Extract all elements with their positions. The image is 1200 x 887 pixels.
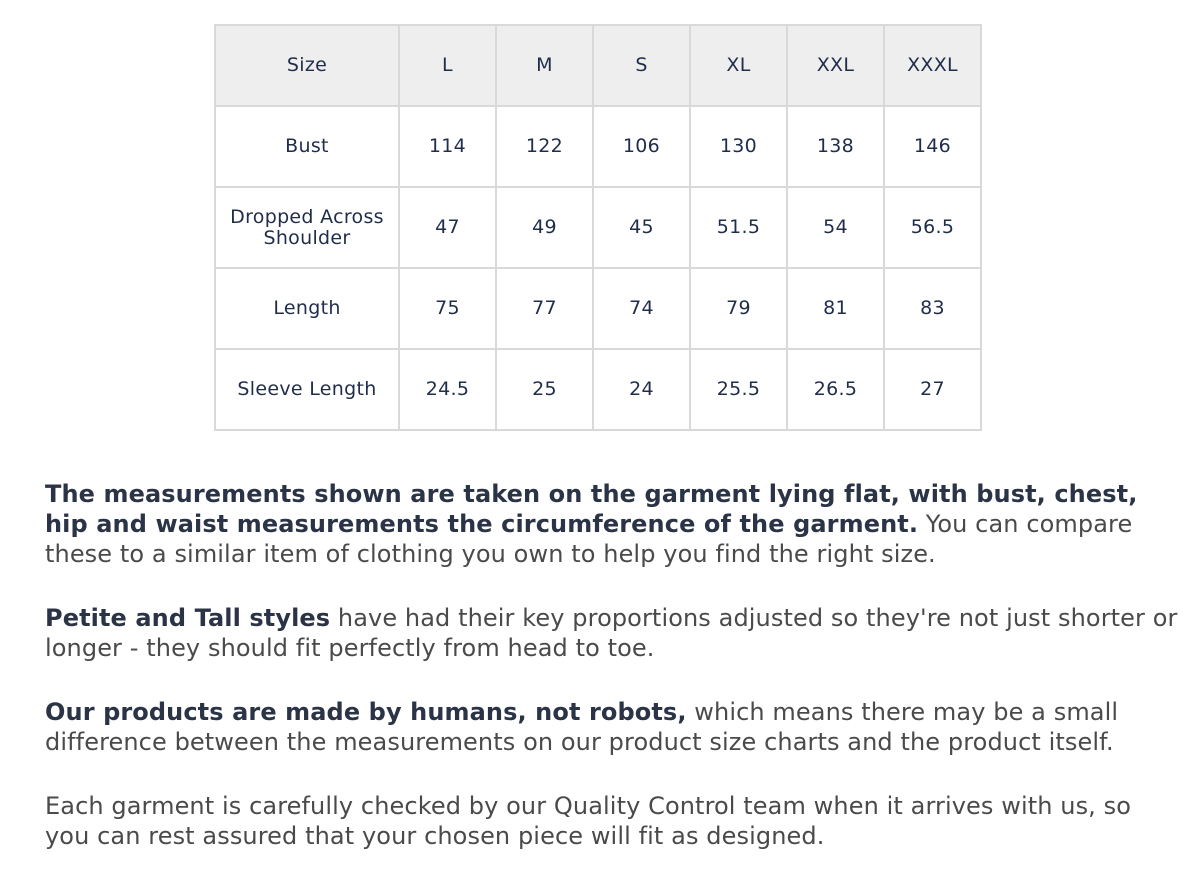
measurement-value: 24	[593, 349, 690, 430]
size-column-header: XXXL	[884, 25, 981, 106]
note-text: which means there may be a small difference between the measurements on our product size charts and the product itself.	[45, 698, 1119, 756]
measurement-value: 83	[884, 268, 981, 349]
table-row	[215, 106, 981, 187]
measurement-value: 122	[496, 106, 593, 187]
table-row	[215, 349, 981, 430]
size-guide-notes	[45, 479, 1180, 885]
measurement-label: Dropped Across Shoulder	[215, 187, 399, 268]
measurement-value: 24.5	[399, 349, 496, 430]
measurement-label: Sleeve Length	[215, 349, 399, 430]
measurement-value: 56.5	[884, 187, 981, 268]
measurement-value: 74	[593, 268, 690, 349]
measurement-value: 51.5	[690, 187, 787, 268]
note-emphasis: Our products are made by humans, not robots,	[45, 698, 687, 726]
measurement-value: 146	[884, 106, 981, 187]
note-emphasis: The measurements shown are taken on the garment lying flat, with bust, chest, hip and waist measurements the circumference of the garment.	[45, 480, 1138, 538]
measurement-note-paragraph	[45, 479, 1180, 569]
handmade-note-paragraph	[45, 697, 1180, 757]
table-row	[215, 187, 981, 268]
note-text: You can compare these to a similar item of clothing you own to help you find the right size.	[45, 510, 1133, 568]
measurement-value: 27	[884, 349, 981, 430]
measurement-value: 26.5	[787, 349, 884, 430]
measurement-label: Length	[215, 268, 399, 349]
table-row	[215, 268, 981, 349]
measurement-value: 130	[690, 106, 787, 187]
petite-tall-note-paragraph	[45, 603, 1180, 663]
measurement-value: 77	[496, 268, 593, 349]
note-text: Each garment is carefully checked by our Quality Control team when it arrives with us, so you can rest assured that your chosen piece will fit as designed.	[45, 792, 1132, 850]
measurement-value: 75	[399, 268, 496, 349]
note-text: have had their key proportions adjusted so they're not just shorter or longer - they should fit perfectly from head to toe.	[45, 604, 1178, 662]
size-column-header: XXL	[787, 25, 884, 106]
size-chart-table	[214, 24, 982, 431]
note-emphasis: Petite and Tall styles	[45, 604, 331, 632]
measurement-value: 114	[399, 106, 496, 187]
size-header-label: Size	[215, 25, 399, 106]
measurement-value: 25	[496, 349, 593, 430]
measurement-value: 106	[593, 106, 690, 187]
size-column-header: S	[593, 25, 690, 106]
measurement-label: Bust	[215, 106, 399, 187]
measurement-value: 49	[496, 187, 593, 268]
size-header-row	[215, 25, 981, 106]
measurement-value: 81	[787, 268, 884, 349]
size-column-header: L	[399, 25, 496, 106]
measurement-value: 25.5	[690, 349, 787, 430]
measurement-value: 79	[690, 268, 787, 349]
size-column-header: M	[496, 25, 593, 106]
measurement-value: 54	[787, 187, 884, 268]
size-column-header: XL	[690, 25, 787, 106]
measurement-value: 45	[593, 187, 690, 268]
measurement-value: 138	[787, 106, 884, 187]
measurement-value: 47	[399, 187, 496, 268]
quality-control-note-paragraph	[45, 791, 1180, 851]
